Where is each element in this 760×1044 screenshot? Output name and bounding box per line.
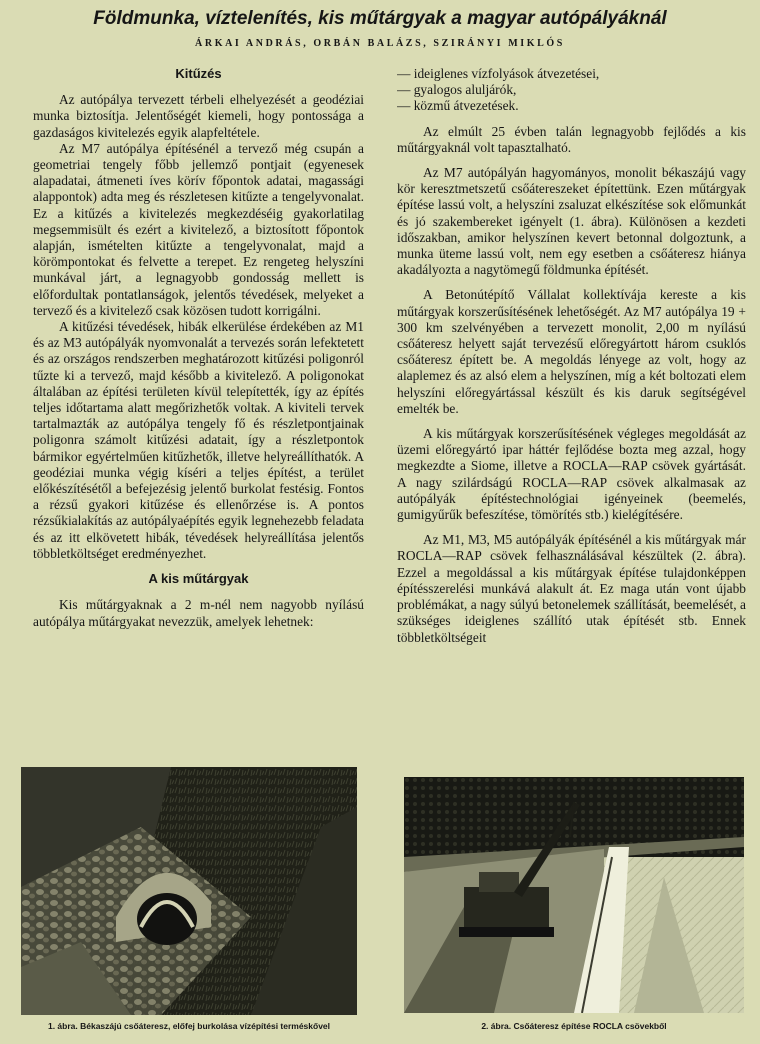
paragraph: A Betonútépítő Vállalat kollektívája kereste a kis műtárgyak korszerűsítésének lehetőségét. Az M7 autópálya 19 + 300 km szelvényében a tervezett monolit, 2,00 m nyílású csőáteresz helyett saját tervezésű előregyártott három csuklós csőáteresz épített be. A megoldás lényege az volt, hogy az alaplemez és az alsó elem a helyszínen, míg a két boltozati elem helyszíni előregyártással készült és kis daruk segítségével emelték be. [397, 287, 746, 416]
paragraph: Az elmúlt 25 évben talán legnagyobb fejlődés a kis műtárgyaknál volt tapasztalható. [397, 123, 746, 155]
culvert-photo-illustration [21, 767, 357, 1015]
article-title: Földmunka, víztelenítés, kis műtárgyak a magyar autópályáknál [93, 8, 667, 29]
figure-2-photo [404, 777, 744, 1013]
figure-1-photo [21, 767, 357, 1015]
rocla-pipe-construction-illustration [404, 777, 744, 1013]
paragraph: A kis műtárgyak korszerűsítésének végleges megoldását az üzemi előregyártó ipar háttér fejlődése bozta meg azzal, hogy megkezdte a Siome, illetve a ROCLA—RAP csövek gyártását. A nagy szilárdságú ROCLA—RAP csövek alkalmasak az autópályák építéstechnológiai igényeinek (beemelés, gumigyűrűk befeszítése, tömörítés stb.) kielégítésére. [397, 426, 746, 523]
figure-2-caption: 2. ábra. Csőáteresz építése ROCLA csövekből [481, 1021, 667, 1031]
list-item: — közmű átvezetések. [397, 98, 519, 114]
article-authors: ÁRKAI ANDRÁS, ORBÁN BALÁZS, SZIRÁNYI MIKLÓS [195, 38, 565, 49]
structure-type-list [397, 66, 746, 115]
section-heading-kis-mutargyak: A kis műtárgyak [148, 571, 249, 587]
right-column [397, 66, 746, 762]
list-item: — gyalogos aluljárók, [397, 82, 517, 98]
left-column [33, 66, 364, 736]
paragraph: A kitűzési tévedések, hibák elkerülése érdekében az M1 és az M3 autópályák nyomvonalát a tervezés során lefektetett és az országos rendszerben meghatározott kitűzési poligonról tűzte ki a tervező, majd később a kivitelező. A poligonokat általában az építési területen kívül telepítették, így az építés teljes időtartama alatt megőrizhetők voltak. A kiviteli tervek tartalmazták az autópálya tengely fő és részletpontjainak poligonra számolt kitűzési adatait, így a részletpontok bármikor egyértelműen kitűzhetők, illetve helyreállíthatók. A geodéziai munka végig kíséri a teljes építést, a terület előkészítésétől a befejezésig jelentő burkolat festésig. Fontos a rézsű gyakori kitűzése és ellenőrzése is. A pontos rézsűkialakítás az autópályaépítés egyik legnehezebb feladata és az itt elkövetett hibák, tévedések helyreállítása jelentős többletköltséget eredményezhet. [33, 319, 364, 561]
paragraph: Az M7 autópályán hagyományos, monolit békaszájú vagy kör keresztmetszetű csőátereszeket építettünk. Ezen műtárgyak építése lassú volt, a helyszíni zsaluzat elkészítése sok előmunkát és jó szakembereket igényelt (1. ábra). Különösen a kezdeti időszakban, amikor helyszínen kevert betonnal dolgoztunk, a munka üteme lassú volt, nem egy esetben a csőáteresz hiánya akadályozta a nagytömegű földmunka építését. [397, 165, 746, 278]
paragraph: Kis műtárgyaknak a 2 m-nél nem nagyobb nyílású autópálya műtárgyakat nevezzük, amelyek lehetnek: [33, 597, 364, 629]
list-item: — ideiglenes vízfolyások átvezetései, [397, 66, 600, 81]
section-heading-kituzes: Kitűzés [175, 66, 222, 81]
paragraph: Az M7 autópálya építésénél a tervező még csupán a geometriai tengely főbb jellemző pontjait (egyenesek alapadatai, átmeneti íves körív főpontok adatai, magassági alappontok) adta meg és részletesen kitűzte a tengelyvonalat. Ez a kitűzés a kivitelezés megkezdéséig gyakorlatilag megsemmisült és ezért a kivitelező, a biztosított főpontok alapján, ismételten kitűzte a tengelyvonalat, majd a körömpontokat és felvette a terepet. Ez rengeteg helyszíni munkával járt, a legnagyobb gondosság mellett is előfordultak pontatlanságok, jelentős tévedések, melyeket a tervező és a kivitelező csak közösen tudott korrigálni. [33, 140, 364, 318]
paragraph: Az autópálya tervezett térbeli elhelyezését a geodéziai munka biztosítja. Jelentőségét kiemeli, hogy pontossága a gazdaságos kivitelezés egyik alapfeltétele. [33, 92, 364, 140]
figure-1-caption: 1. ábra. Békaszájú csőáteresz, előfej burkolása vízépítési terméskővel [47, 1021, 331, 1031]
paragraph: Az M1, M3, M5 autópályák építésénél a kis műtárgyak már ROCLA—RAP csövek felhasználásával készültek (2. ábra). Ezzel a megoldással a kis műtárgyak építése tulajdonképpen építésszerelési munkává alakult át. Ez maga után vont újabb problémákat, a nagy súlyú betonelemek szállítását, beemelését, a szükséges ideiglenes szállító utak építését stb. Ennek többletköltségeit [397, 532, 746, 645]
